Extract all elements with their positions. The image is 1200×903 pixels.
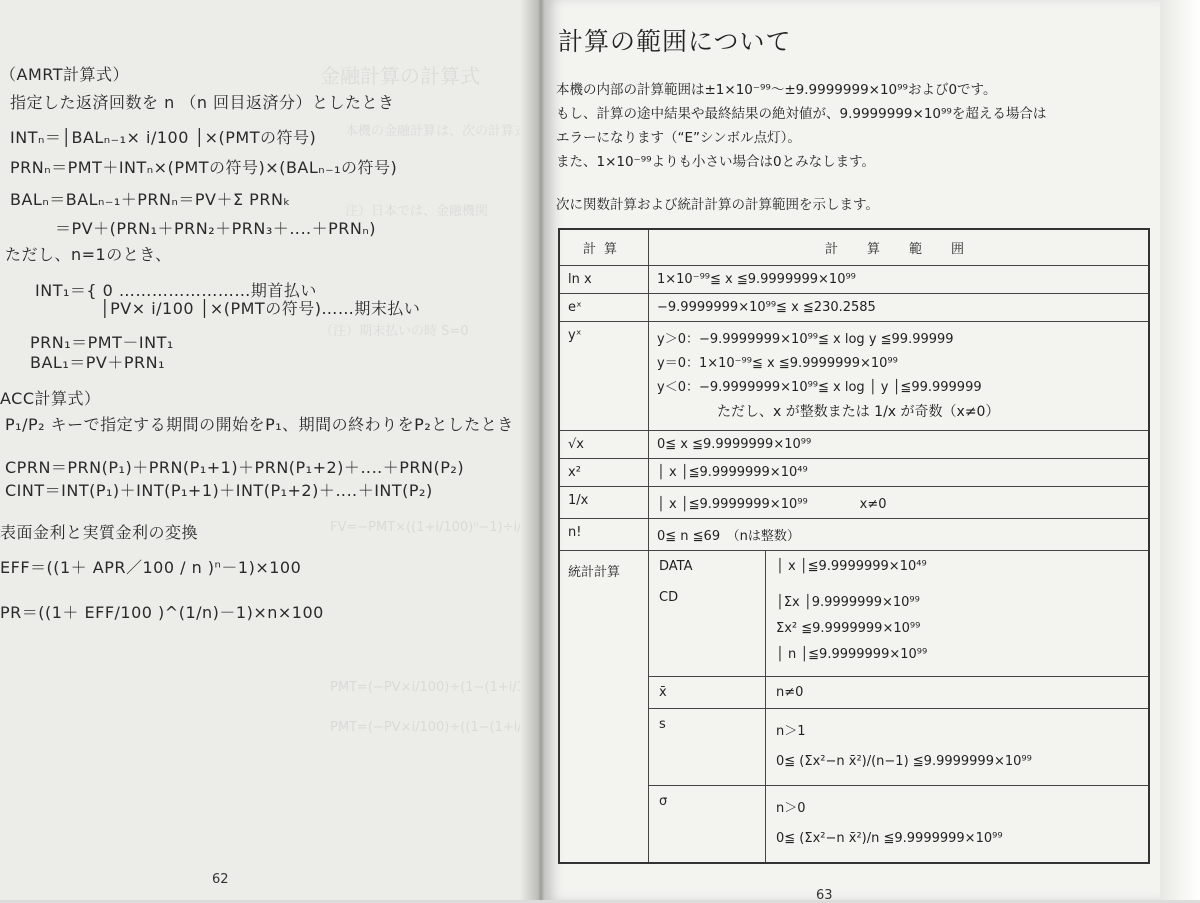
page-edge xyxy=(1160,0,1200,900)
range-cell xyxy=(649,322,1150,431)
formula-line: BALₙ＝BALₙ₋₁＋PRNₙ＝PV＋Σ PRNₖ xyxy=(10,190,291,209)
stat-subrow xyxy=(649,677,1148,709)
stat-line: │Σx │9.9999999×10⁹⁹ xyxy=(776,595,920,610)
stat-value: │ x │≦9.9999999×10⁴⁹ xyxy=(765,551,1148,582)
stat-line: n＞0 xyxy=(776,801,806,816)
table-row xyxy=(559,551,1149,864)
formula-line: （AMRT計算式） xyxy=(0,65,129,84)
formula-line: │PV× i/100 │×(PMTの符号)……期末払い xyxy=(100,299,421,318)
stat-subrow xyxy=(649,582,1148,677)
range-cell: 0≦ x ≦9.9999999×10⁹⁹ xyxy=(649,431,1150,459)
formula-line: EFF＝((1＋ APR／100 / n )ⁿ－1)×100 xyxy=(0,558,302,577)
bleed-through-text: 金融計算の計算式 xyxy=(320,64,480,88)
func-cell: √x xyxy=(559,431,649,459)
stat-subrow xyxy=(649,786,1148,862)
formula-line: PRN₁＝PMT－INT₁ xyxy=(30,333,174,352)
bleed-through-text: 注）日本では、金融機関 xyxy=(345,204,489,219)
stat-value xyxy=(765,582,1148,676)
bleed-through-text: PMT=(−PV×i/100)÷(1−(1+i/100)⁻ⁿ) xyxy=(330,680,564,695)
bleed-through-text: （注）期末払いの時 S=0 xyxy=(320,324,469,339)
table-row xyxy=(559,266,1149,294)
stat-line: Σx² ≦9.9999999×10⁹⁹ xyxy=(776,621,921,636)
header-calc: 計算 xyxy=(559,229,649,266)
intro-line: 本機の内部の計算範囲は±1×10⁻⁹⁹〜±9.9999999×10⁹⁹および0です。 xyxy=(556,82,997,98)
intro-line: もし、計算の途中結果や最終結果の絶対値が、9.9999999×10⁹⁹を超える場合は xyxy=(556,106,1047,122)
stat-cell xyxy=(649,551,1150,864)
bleed-through-text: 本機の金融計算は、次の計算式 xyxy=(345,124,528,139)
intro-line: エラーになります（“E”シンボル点灯）。 xyxy=(556,130,801,146)
formula-line: PR＝((1＋ EFF/100 )^(1/n)－1)×n×100 xyxy=(0,603,324,622)
bleed-through-text: PMT=(−PV×i/100)÷((1−(1+i/100)⁻ⁿ)×(1+i/100)) xyxy=(330,720,647,735)
formula-line: ただし、n=1のとき、 xyxy=(5,245,172,264)
stat-key: CD xyxy=(659,590,679,605)
intro-line: 次に関数計算および統計計算の計算範囲を示します。 xyxy=(556,197,879,213)
range-line: y＝0：1×10⁻⁹⁹≦ x ≦9.9999999×10⁹⁹ xyxy=(657,356,898,371)
stat-value xyxy=(765,709,1148,785)
stat-key: DATA xyxy=(659,559,693,574)
formula-line: P₁/P₂ キーで指定する期間の開始をP₁、期間の終わりをP₂としたとき xyxy=(5,415,514,434)
range-cell: −9.9999999×10⁹⁹≦ x ≦230.2585 xyxy=(649,294,1150,322)
func-cell: 1/x xyxy=(559,487,649,519)
func-cell: x² xyxy=(559,459,649,487)
formula-line: ＝PV＋(PRN₁＋PRN₂＋PRN₃＋‥‥＋PRNₙ) xyxy=(55,219,376,238)
stat-value: n≠0 xyxy=(765,677,1148,708)
table-row xyxy=(559,459,1149,487)
stat-formula: 0≦ (Σx²−n x̄²)/(n−1) ≦9.9999999×10⁹⁹ xyxy=(776,754,1032,769)
formula-line: CPRN＝PRN(P₁)＋PRN(P₁+1)＋PRN(P₁+2)＋‥‥＋PRN(P₂) xyxy=(5,458,465,477)
formula-line: ACC計算式） xyxy=(0,389,101,408)
stat-line: │ n │≦9.9999999×10⁹⁹ xyxy=(776,647,928,662)
formula-line: PRNₙ＝PMT＋INTₙ×(PMTの符号)×(BALₙ₋₁の符号) xyxy=(10,158,398,177)
stat-formula: 0≦ (Σx²−n x̄²)/n ≦9.9999999×10⁹⁹ xyxy=(776,831,1003,846)
stat-key: s xyxy=(659,717,666,732)
stat-subrow xyxy=(649,709,1148,786)
table-row xyxy=(559,294,1149,322)
range-cell: 0≦ n ≦69 （nは整数） xyxy=(649,519,1150,551)
bleed-through-text: FV=−PMT×((1+i/100)ⁿ−1)÷i/100 xyxy=(330,520,547,535)
range-cell: │ x │≦9.9999999×10⁹⁹ x≠0 xyxy=(649,487,1150,519)
stat-subrow xyxy=(649,551,1148,582)
func-cell: yˣ xyxy=(559,322,649,431)
formula-line: BAL₁＝PV＋PRN₁ xyxy=(30,353,165,372)
page-number-left: 62 xyxy=(212,872,229,887)
intro-line: また、1×10⁻⁹⁹よりも小さい場合は0とみなします。 xyxy=(556,154,876,170)
range-line: y＜0：−9.9999999×10⁹⁹≦ x log │ y │≦99.999999 xyxy=(657,380,982,395)
func-cell: ln x xyxy=(559,266,649,294)
formula-line: INTₙ＝│BALₙ₋₁× i/100 │×(PMTの符号) xyxy=(10,128,317,147)
stat-line: n＞1 xyxy=(776,724,806,739)
formula-line: CINT＝INT(P₁)＋INT(P₁+1)＋INT(P₁+2)＋‥‥＋INT(P₂) xyxy=(5,481,433,500)
right-page xyxy=(548,0,1160,903)
range-cell: 1×10⁻⁹⁹≦ x ≦9.9999999×10⁹⁹ xyxy=(649,266,1150,294)
page-number-right: 63 xyxy=(816,888,833,903)
func-cell: eˣ xyxy=(559,294,649,322)
table-row xyxy=(559,322,1149,431)
table-row xyxy=(559,431,1149,459)
range-note: ただし、x が整数または 1/x が奇数（x≠0） xyxy=(717,404,1000,420)
range-cell: │ x │≦9.9999999×10⁴⁹ xyxy=(649,459,1150,487)
formula-line: INT₁＝{ 0 ……………………期首払い xyxy=(35,281,317,300)
stat-label: 統計計算 xyxy=(559,551,649,864)
stat-value xyxy=(765,786,1148,862)
header-range: 計 算 範 囲 xyxy=(649,229,1150,266)
formula-line: 表面金利と実質金利の変換 xyxy=(0,523,199,542)
stat-key: σ xyxy=(659,794,668,809)
table-row xyxy=(559,487,1149,519)
page-title: 計算の範囲について xyxy=(558,27,792,56)
stat-key: x̄ xyxy=(659,685,667,700)
table-row xyxy=(559,519,1149,551)
func-cell: n! xyxy=(559,519,649,551)
formula-line: 指定した返済回数を n （n 回目返済分）としたとき xyxy=(10,93,395,112)
range-line: y＞0：−9.9999999×10⁹⁹≦ x log y ≦99.99999 xyxy=(657,332,954,347)
calculation-range-table xyxy=(558,228,1150,864)
